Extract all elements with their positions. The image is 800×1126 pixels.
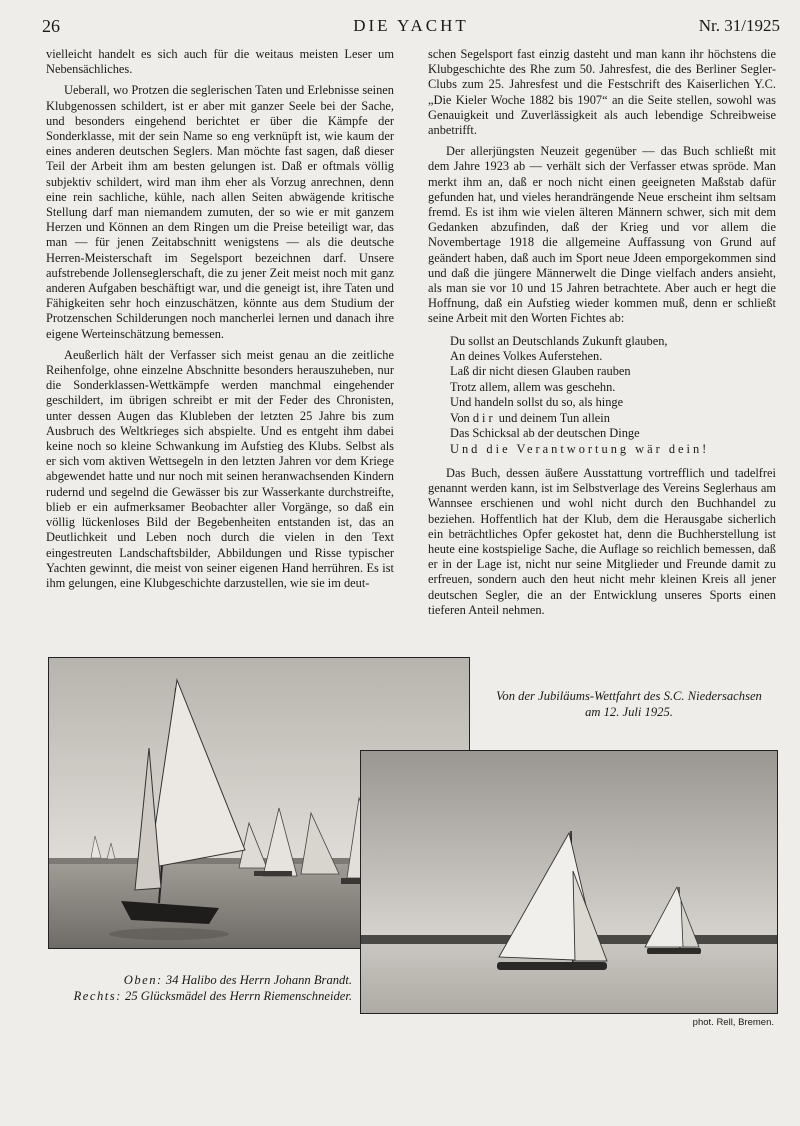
poem-line: An deines Volkes Auferstehen. (450, 349, 603, 364)
paragraph: Ueberall, wo Protzen die seglerischen Taten und Erlebnisse seinen Klubgenossen schildert, ist er aber mit ganzer Seele bei der Sache, und besonders eingehend berichtet er über die Kämpfe der Sonderklasse, mit der sein Name so eng verknüpft ist, wie kaum der eines anderen deutschen Seglers. Man möchte fast sagen, daß dieser Teil der Arbeit ihm am besten gelungen ist. Daß er oftmals völlig subjektiv schildert, wird man ihm eher als Vorzug anrechnen, denn eine rein sachliche, kühle, nach allen Seiten abwägende kritische Stellung darf man niemandem zumuten, der so wie er mit ganzem Herzen und Können an dem Ringen um die Preise beteiligt war, das man — für jenen Zeitabschnitt wenigstens — als die deutsche Herren-Meisterschaft im Segelsport bezeichnen darf. Unsere aufstrebende Jollenseglerschaft, die zu jener Zeit meist noch mit ganz anderen Aufgaben beschäftigt war, und die geneigt ist, ihre Taten und Fähigkeiten sehr hoch einzuschätzen, könnte aus dem Studium der Protzenschen Schilderungen noch mancherlei lernen und danach ihre eigene Werteinschätzung bemessen. (46, 83, 394, 341)
poem-emphasis: dir (472, 410, 496, 425)
paragraph: Der allerjüngsten Neuzeit gegenüber — das Buch schließt mit dem Jahre 1923 ab — verhält sich der Verfasser etwas spröde. Man merkt ihm an, daß er noch nicht einen geeigneten Maßstab dafür gefunden hat, und vieles herandrängende Neue erscheint ihm seltsam fremd. Es ist ihm wie vielen älteren Männern schwer, sich mit dem Gedanken abzufinden, daß der Krieg und vor allem die Novembertage 1918 die allgemeine Auffassung von Grund auf geändert haben, daß auch im Sport neue Jdeen emporgekommen sind und daß die jüngere Männerwelt die Dinge vielfach anders ansieht, als man sie vor 10 und 15 Jahren betrachtete. Aber auch er hegt die Hoffnung, daß ein Aufstieg wieder kommen muß, denn er schließt seine Arbeit mit den Worten Fichtes ab: (428, 144, 776, 326)
photo-two-sailboats (360, 750, 778, 1014)
page-number: 26 (42, 16, 60, 36)
right-text-column (428, 47, 776, 624)
caption-line: Von der Jubiläums-Wettfahrt des S.C. Niedersachsen (496, 689, 762, 703)
paragraph: vielleicht handelt es sich auch für die weitaus meisten Leser um Nebensächliches. (46, 47, 394, 77)
paragraph: Das Buch, dessen äußere Ausstattung vortrefflich und tadelfrei genannt werden kann, ist im Selbstverlage des Vereins Seglerhaus am Wannsee erschienen und wohl nicht durch den Buchhandel zu beziehen. Hoffentlich hat der Klub, dem die Herausgabe sicherlich ein beträchtliches Opfer gekostet hat, denn die Buchherstellung ist heute eine kostspielige Sache, die Auflage so reichlich bemessen, daß er in der Lage ist, nicht nur seine Mitglieder und Freunde damit zu erfreuen, sondern auch den heut nicht mehr kleinen Kreis all jener deutschen Segler, die an der Entwicklung unseres Sports einen tieferen Anteil nehmen. (428, 465, 776, 617)
caption-line: am 12. Juli 1925. (585, 705, 673, 719)
issue-number: Nr. 31/1925 (698, 16, 780, 35)
poem-word: und deinem Tun allein (498, 410, 610, 425)
poem-line: Und die Verantwortung wär dein! (450, 441, 710, 456)
photo-credit: phot. Rell, Bremen. (692, 1017, 774, 1028)
paragraph: Aeußerlich hält der Verfasser sich meist genau an die zeitliche Reihenfolge, ohne einzelne Abschnitte besonders herauszuheben, nur die Sonderklassen-Wettkämpfe werden manchmal eingehender geschildert, im übrigen schreibt er mit der Feder des Chronisten, unter dessen Augen das Klubleben der letzten 25 Jahre bis zum Ausbruch des Weltkrieges sich abspielte. Und es entgeht ihm dabei keine noch so kleine Schwankung im Aufstieg des Klubs. Selbst als er sich vom aktiven Wettsegeln in den letzten Jahren vor dem Kriege abgewendet hatte und nur noch mit seinen heranwachsenden Kindern rudernd und segelnd die Gewässer bis zur Wasserkante durchstreifte, blieb er ein aufmerksamer Beobachter aller Vorgänge, so daß ein völlig lückenloses Bild der Begebenheiten entstanden ist, das an Deutlichkeit und Leben noch durch die vielen in den Text eingestreuten Landschaftsbilder, Abbildungen und Risse typischer Yachten gewinnt, die meist von seiner eigenen Hand herrühren. Es ist ihm gelungen, eine Klubgeschichte darzustellen, wie sie im deut- (46, 347, 394, 590)
left-text-column (46, 47, 394, 597)
caption-text: 34 Halibo des Herrn Johann Brandt. (165, 973, 352, 987)
regatta-caption (470, 688, 788, 720)
poem-line: Das Schicksal ab der deutschen Dinge (450, 426, 640, 441)
caption-label: Rechts: (73, 989, 122, 1003)
poem-line: Du sollst an Deutschlands Zukunft glauben, (450, 333, 668, 348)
page-header (42, 14, 780, 40)
photo-captions (52, 972, 352, 1004)
poem-line: Und handeln sollst du so, als hinge (450, 395, 624, 410)
poem-word: Von (450, 410, 470, 425)
caption-text: 25 Glücksmädel des Herrn Riemenschneider. (125, 989, 352, 1003)
poem-line: Trotz allem, allem was geschehn. (450, 379, 616, 394)
caption-label: Oben: (123, 973, 163, 987)
caption-line (52, 988, 352, 1004)
poem-line (450, 411, 776, 426)
fichte-poem (450, 334, 776, 457)
poem-line: Laß dir nicht diesen Glauben rauben (450, 364, 631, 379)
journal-title: DIE YACHT (353, 16, 469, 35)
caption-line (52, 972, 352, 988)
paragraph: schen Segelsport fast einzig dasteht und man kann ihr höchstens die Klubgeschichte des Rhe zum 50. Jahresfest, die des Berliner Segler-Clubs zum 25. Jahresfest und die Festschrift des Kaiserlichen Y.C. „Die Kieler Woche 1882 bis 1907“ an die Seite stellen, sowohl was Genauigkeit und Zuverlässigkeit als auch lebendige Schreibweise anbetrifft. (428, 47, 776, 138)
